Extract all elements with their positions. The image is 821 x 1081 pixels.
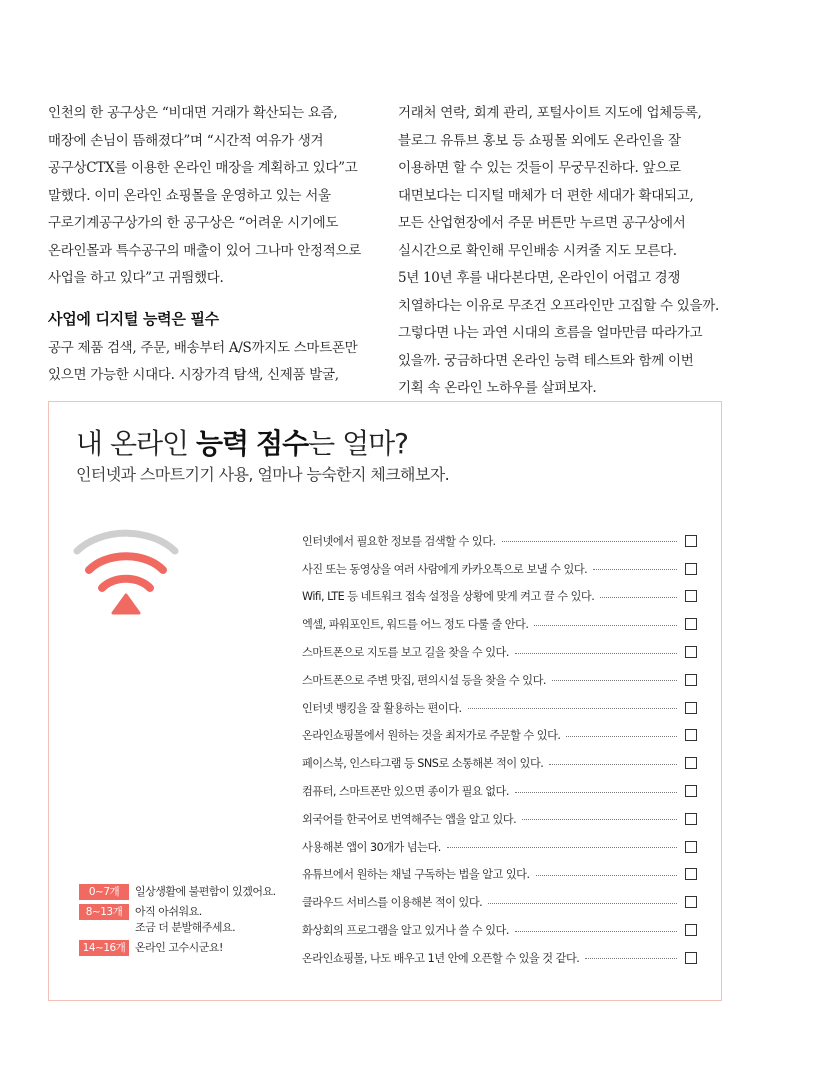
checklist-item [302,583,697,611]
score-description-line: 아직 아쉬워요. [135,905,202,918]
checkbox[interactable] [685,646,697,658]
dotted-leader [600,597,677,598]
online-skill-quiz-box [48,401,722,1001]
checkbox[interactable] [685,729,697,741]
quiz-title: 내 온라인 능력 점수는 얼마? [76,427,409,460]
checkbox[interactable] [685,535,697,547]
checklist-item-text: 페이스북, 인스타그램 등 SNS로 소통해본 적이 있다. [302,757,544,771]
checklist-item-text: 컴퓨터, 스마트폰만 있으면 종이가 필요 없다. [302,785,509,799]
quiz-subtitle: 인터넷과 스마트기기 사용, 얼마나 능숙한지 체크해보자. [76,465,450,484]
checklist-item [302,666,697,694]
dotted-leader [447,847,677,848]
article-right-column [398,100,728,403]
score-row [79,904,276,936]
text-line: 공구 제품 검색, 주문, 배송부터 A/S까지도 스마트폰만 [48,339,358,356]
score-row [79,884,276,900]
text-line: 실시간으로 확인해 무인배송 시켜줄 지도 모른다. [398,242,677,259]
text-line: 인천의 한 공구상은 “비대면 거래가 확산되는 요즘, [48,105,338,121]
checklist [302,527,697,972]
score-description [135,940,223,956]
checklist-item-text: 스마트폰으로 지도를 보고 길을 찾을 수 있다. [302,646,509,660]
dotted-leader [549,764,677,765]
checklist-item [302,944,697,972]
dotted-leader [593,569,677,570]
checkbox[interactable] [685,674,697,686]
text-line: 있을까. 궁금하다면 온라인 능력 테스트와 함께 이번 [398,352,694,369]
score-description-line: 조금 더 분발해주세요. [135,921,236,934]
checkbox[interactable] [685,702,697,714]
checklist-item-text: 온라인쇼핑몰에서 원하는 것을 최저가로 주문할 수 있다. [302,729,561,743]
dotted-leader [522,819,677,820]
dotted-leader [534,625,677,626]
score-range-badge: 8~13개 [79,904,129,920]
text-line: 말했다. 이미 온라인 쇼핑몰을 운영하고 있는 서울 [48,187,331,204]
checklist-item-text: 사용해본 앱이 30개가 넘는다. [302,840,441,854]
checklist-item [302,555,697,583]
text-line: 구로기계공구상가의 한 공구상은 “어려운 시기에도 [48,215,339,231]
checklist-item [302,527,697,555]
body-paragraph [48,335,378,390]
checklist-item [302,833,697,861]
checkbox[interactable] [685,813,697,825]
checklist-item-text: 외국어를 한국어로 번역해주는 앱을 알고 있다. [302,812,517,826]
text-line: 사업을 하고 있다”고 귀띔했다. [48,270,224,286]
checkbox[interactable] [685,896,697,908]
checklist-item-text: 인터넷 뱅킹을 잘 활용하는 편이다. [302,701,462,715]
checklist-item [302,638,697,666]
checklist-item-text: 화상회의 프로그램을 알고 있거나 쓸 수 있다. [302,924,509,938]
dotted-leader [515,931,677,932]
text-line: 있으면 가능한 시대다. 시장가격 탐색, 신제품 발굴, [48,367,339,383]
checkbox[interactable] [685,590,697,602]
checklist-item [302,777,697,805]
text-line: 온라인몰과 특수공구의 매출이 있어 그나마 안정적으로 [48,242,361,259]
text-line: 블로그 유튜브 홍보 등 쇼핑몰 외에도 온라인을 잘 [398,132,681,149]
dotted-leader [585,958,677,959]
checklist-item [302,861,697,889]
article-left-column [48,100,378,390]
dotted-leader [468,708,677,709]
text-line: 이용하면 할 수 있는 것들이 무궁무진하다. 앞으로 [398,160,681,176]
checkbox[interactable] [685,785,697,797]
score-description-line: 일상생활에 불편함이 있겠어요. [135,885,276,898]
dotted-leader [502,541,677,542]
score-description-line: 온라인 고수시군요! [135,941,223,954]
checklist-item-text: 사진 또는 동영상을 여러 사람에게 카카오톡으로 보낼 수 있다. [302,562,588,576]
text-line: 공구상CTX를 이용한 온라인 매장을 계획하고 있다”고 [48,160,358,176]
checkbox[interactable] [685,952,697,964]
checklist-item-text: 인터넷에서 필요한 정보를 검색할 수 있다. [302,534,496,548]
checklist-item [302,888,697,916]
text-line: 기획 속 온라인 노하우를 살펴보자. [398,380,597,396]
checklist-item [302,610,697,638]
checkbox[interactable] [685,841,697,853]
dotted-leader [488,903,677,904]
intro-paragraph [48,100,378,293]
text-line: 모든 산업현장에서 주문 버튼만 누르면 공구상에서 [398,215,686,231]
text-line: 5년 10년 후를 내다본다면, 온라인이 어렵고 경쟁 [398,270,681,286]
dotted-leader [536,875,677,876]
wifi-icon [71,515,181,615]
text-line: 대면보다는 디지털 매체가 더 편한 세대가 확대되고, [398,187,694,204]
text-line: 매장에 손님이 뜸해졌다”며 “시간적 여유가 생겨 [48,132,324,149]
checklist-item [302,694,697,722]
checklist-item-text: 온라인쇼핑몰, 나도 배우고 1년 안에 오픈할 수 있을 것 같다. [302,951,580,965]
score-range-badge: 14~16개 [79,940,129,956]
dotted-leader [552,680,677,681]
checklist-item-text: Wifi, LTE 등 네트워크 접속 설정을 상황에 맞게 켜고 끌 수 있다. [302,590,595,604]
checklist-item [302,916,697,944]
section-subheading: 사업에 디지털 능력은 필수 [48,309,219,328]
checkbox[interactable] [685,924,697,936]
checkbox[interactable] [685,757,697,769]
checkbox[interactable] [685,868,697,880]
checklist-item-text: 유튜브에서 원하는 채널 구독하는 법을 알고 있다. [302,868,530,882]
checklist-item-text: 엑셀, 파워포인트, 워드를 어느 정도 다룰 줄 안다. [302,618,529,632]
checklist-item [302,722,697,750]
checklist-item-text: 클라우드 서비스를 이용해본 적이 있다. [302,896,483,910]
text-line: 치열하다는 이유로 무조건 오프라인만 고집할 수 있을까. [398,297,719,314]
checklist-item [302,805,697,833]
checkbox[interactable] [685,618,697,630]
score-row [79,940,276,956]
dotted-leader [566,736,677,737]
dotted-leader [515,653,677,654]
score-legend [79,884,276,960]
dotted-leader [515,792,677,793]
checklist-item-text: 스마트폰으로 주변 맛집, 편의시설 등을 찾을 수 있다. [302,673,546,687]
score-range-badge: 0~7개 [79,884,129,900]
score-description [135,884,276,900]
score-description [135,904,235,936]
body-paragraph-continued [398,100,728,403]
checklist-item [302,749,697,777]
text-line: 그렇다면 나는 과연 시대의 흐름을 얼마만큼 따라가고 [398,325,703,341]
checkbox[interactable] [685,563,697,575]
text-line: 거래처 연락, 회계 관리, 포털사이트 지도에 업체등록, [398,105,702,121]
